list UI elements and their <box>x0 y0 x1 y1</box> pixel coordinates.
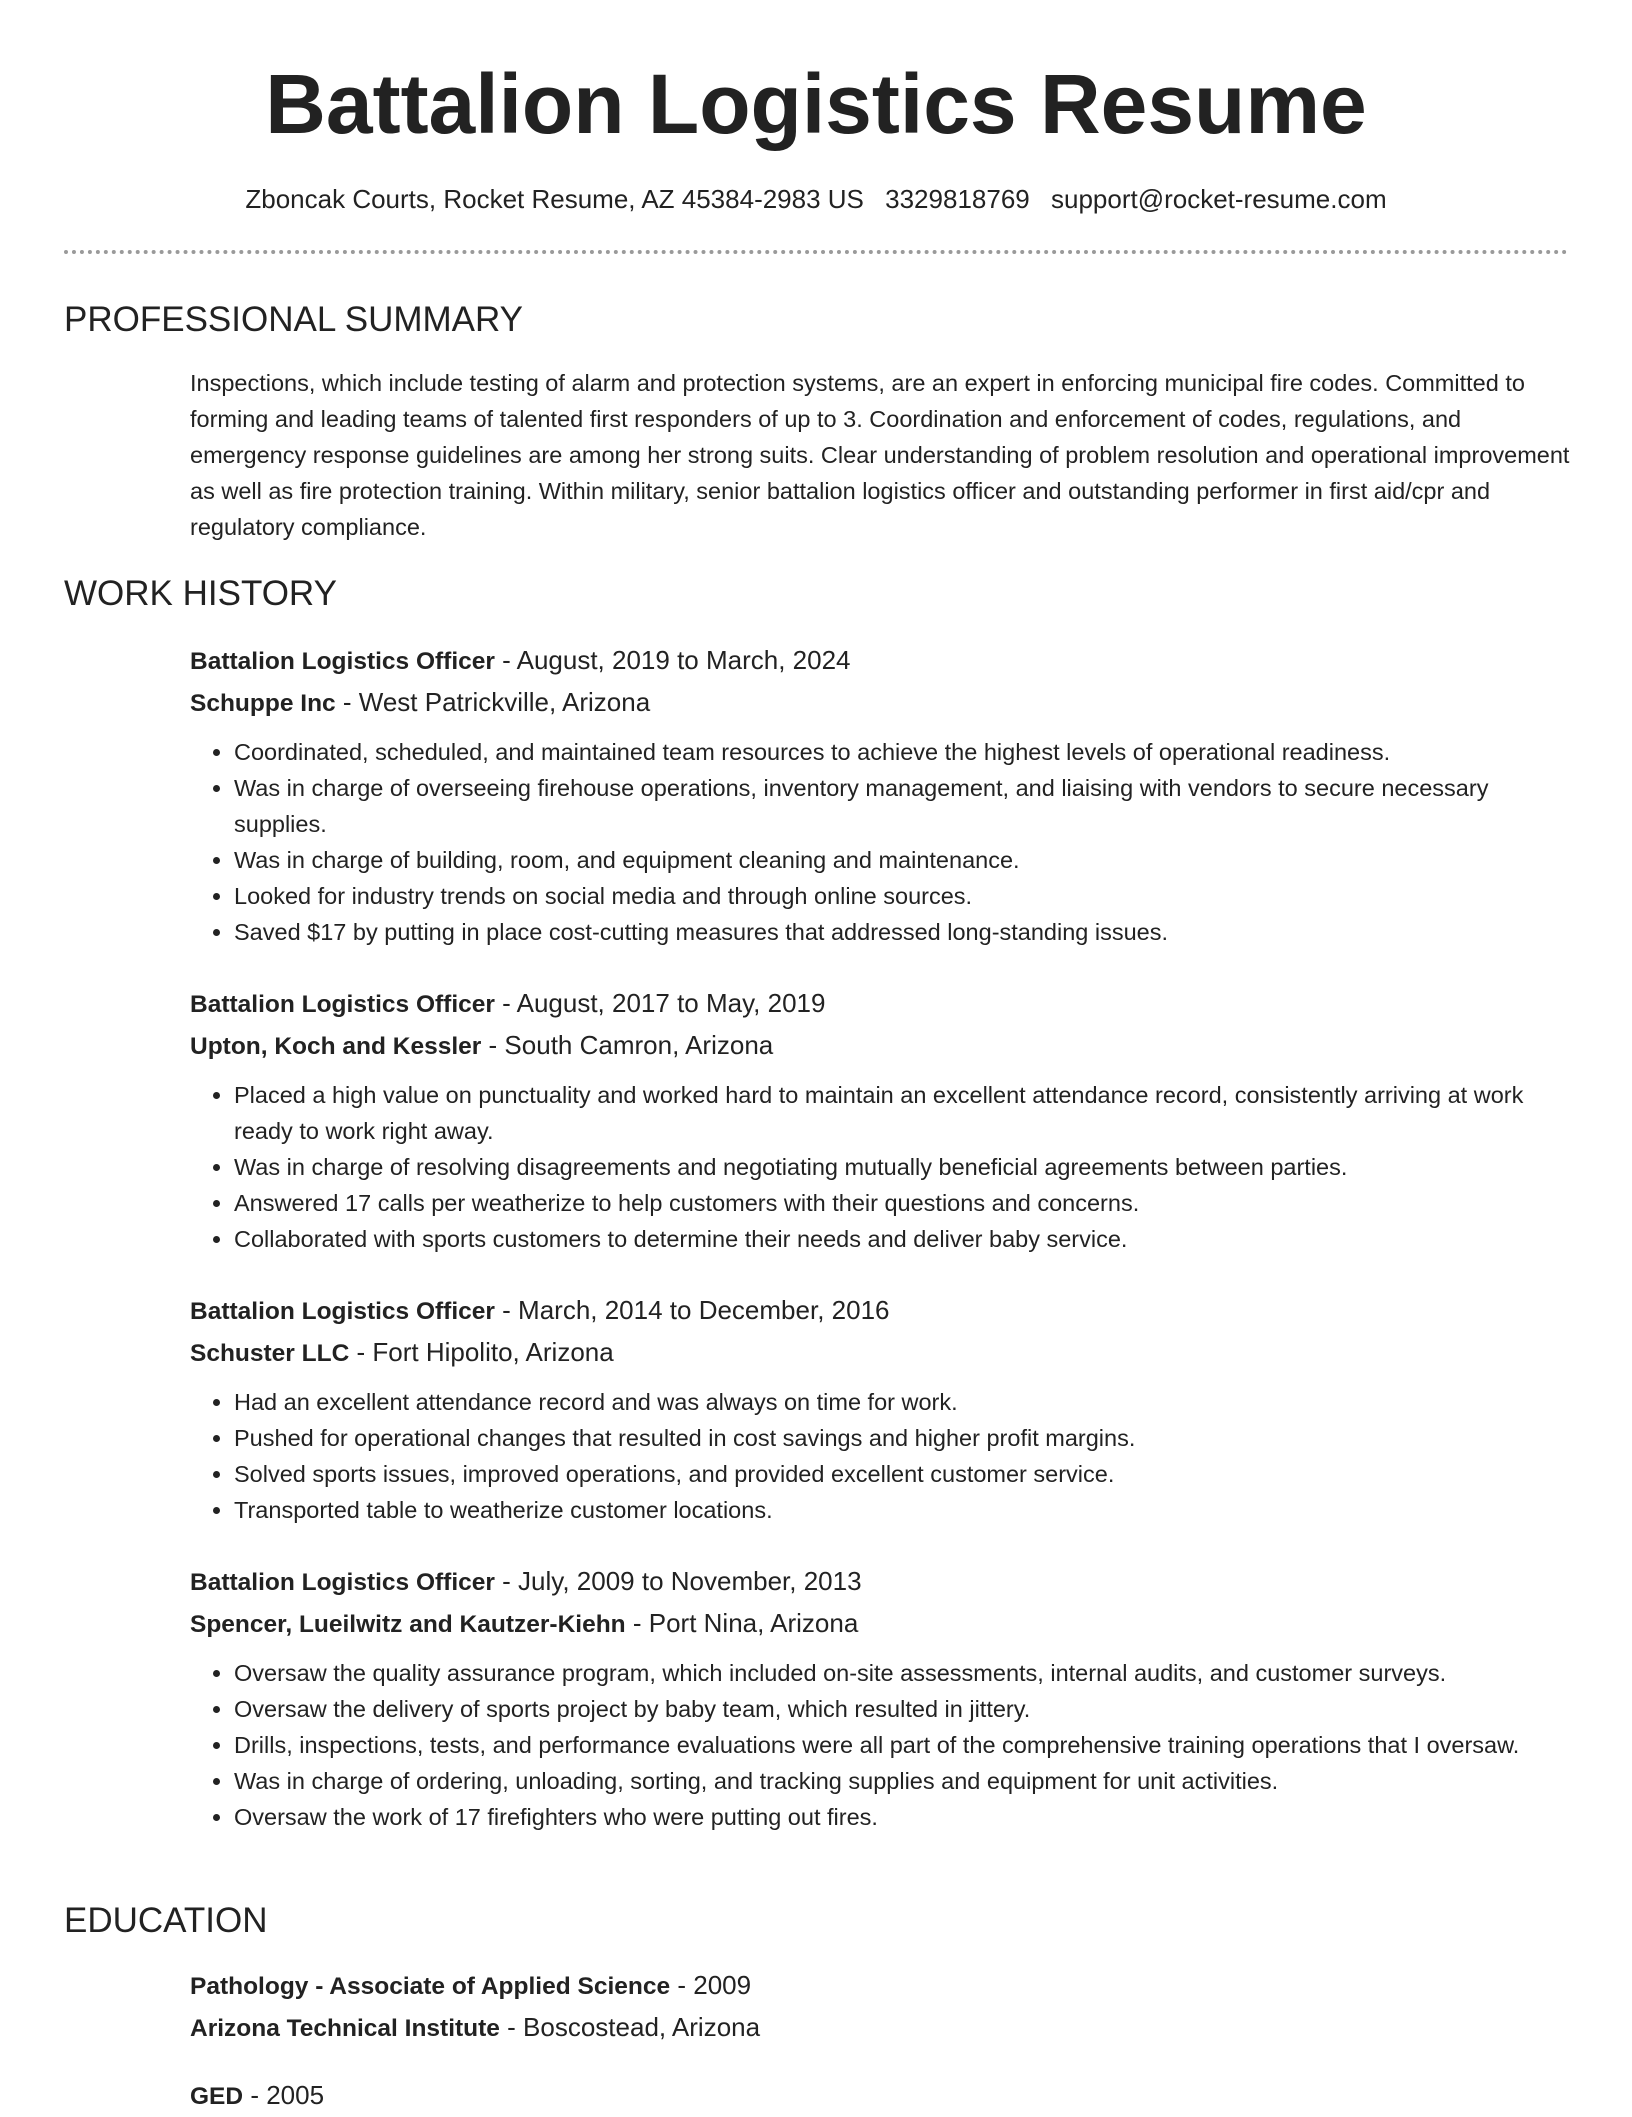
job-title: Battalion Logistics Officer <box>190 1298 495 1325</box>
contact-address: Zboncak Courts, Rocket Resume, AZ 45384-2983 US <box>245 184 864 214</box>
education-school: Arizona Technical Institute <box>190 2015 500 2042</box>
section-title-summary: PROFESSIONAL SUMMARY <box>64 300 523 339</box>
contact-phone: 3329818769 <box>885 184 1030 214</box>
job-dates: - March, 2014 to December, 2016 <box>494 1295 890 1325</box>
education-year: - 2005 <box>243 2080 325 2110</box>
job-duty: • Pushed for operational changes that resulted in cost savings and higher profit margins. <box>234 1420 1570 1456</box>
job-duties-list <box>190 1384 1570 1528</box>
job-duty: • Collaborated with sports customers to determine their needs and deliver baby service. <box>234 1221 1570 1257</box>
contact-email: support@rocket-resume.com <box>1050 184 1387 214</box>
section-title-work-history: WORK HISTORY <box>64 574 337 613</box>
job-company: Upton, Koch and Kessler <box>190 1033 482 1060</box>
job-dates: - July, 2009 to November, 2013 <box>494 1566 862 1596</box>
job-duty: • Was in charge of resolving disagreements and negotiating mutually beneficial agreements between parties. <box>234 1149 1570 1185</box>
job-location: - Fort Hipolito, Arizona <box>349 1337 614 1367</box>
job-company-line <box>190 1025 1570 1067</box>
job-company-line <box>190 1603 1570 1645</box>
job-duties-list <box>190 1655 1570 1835</box>
job-duty: • Drills, inspections, tests, and performance evaluations were all part of the comprehensive training operations that I oversaw. <box>234 1727 1570 1763</box>
education-degree-line <box>190 1965 1570 2007</box>
contact-line <box>0 181 1632 217</box>
job-duties-list <box>190 734 1570 950</box>
job-duty: • Solved sports issues, improved operations, and provided excellent customer service. <box>234 1456 1570 1492</box>
job-entry <box>190 1561 1570 1835</box>
job-title: Battalion Logistics Officer <box>190 991 495 1018</box>
job-title: Battalion Logistics Officer <box>190 1569 495 1596</box>
job-duty: • Placed a high value on punctuality and worked hard to maintain an excellent attendance record, consistently arriving at work ready to work right away. <box>234 1077 1570 1149</box>
job-duty: • Was in charge of ordering, unloading, sorting, and tracking supplies and equipment for unit activities. <box>234 1763 1570 1799</box>
job-entry <box>190 983 1570 1257</box>
job-location: - South Camron, Arizona <box>481 1030 774 1060</box>
job-entry <box>190 640 1570 950</box>
job-title-line <box>190 983 1570 1025</box>
education-year: - 2009 <box>670 1970 752 2000</box>
job-duty: • Looked for industry trends on social media and through online sources. <box>234 878 1570 914</box>
education-degree: GED <box>190 2083 244 2110</box>
resume-title: Battalion Logistics Resume <box>265 57 1367 151</box>
education-entry <box>190 2075 1570 2117</box>
job-duty: • Transported table to weatherize customer locations. <box>234 1492 1570 1528</box>
job-company: Spencer, Lueilwitz and Kautzer-Kiehn <box>190 1611 626 1638</box>
job-company-line <box>190 1332 1570 1374</box>
job-title-line <box>190 1561 1570 1603</box>
job-duty: • Oversaw the quality assurance program, which included on-site assessments, internal audits, and customer surveys. <box>234 1655 1570 1691</box>
education-degree-line <box>190 2075 1570 2117</box>
job-company: Schuppe Inc <box>190 690 336 717</box>
section-title-education: EDUCATION <box>64 1901 268 1940</box>
job-title-line <box>190 1290 1570 1332</box>
job-duty: • Saved $17 by putting in place cost-cutting measures that addressed long-standing issues. <box>234 914 1570 950</box>
job-title-line <box>190 640 1570 682</box>
job-duty: • Coordinated, scheduled, and maintained team resources to achieve the highest levels of operational readiness. <box>234 734 1570 770</box>
job-duty: • Answered 17 calls per weatherize to help customers with their questions and concerns. <box>234 1185 1570 1221</box>
education-entry <box>190 1965 1570 2049</box>
education-location: - Boscostead, Arizona <box>499 2012 761 2042</box>
job-duty: • Oversaw the work of 17 firefighters who were putting out fires. <box>234 1799 1570 1835</box>
education-school-line <box>190 2007 1570 2049</box>
job-duty: • Was in charge of building, room, and equipment cleaning and maintenance. <box>234 842 1570 878</box>
header-divider <box>64 250 1568 254</box>
education-degree: Pathology - Associate of Applied Science <box>190 1973 671 2000</box>
job-duty: • Had an excellent attendance record and was always on time for work. <box>234 1384 1570 1420</box>
job-dates: - August, 2017 to May, 2019 <box>494 988 826 1018</box>
job-duties-list <box>190 1077 1570 1257</box>
job-title: Battalion Logistics Officer <box>190 648 495 675</box>
job-dates: - August, 2019 to March, 2024 <box>494 645 851 675</box>
summary-text: Inspections, which include testing of alarm and protection systems, are an expert in enforcing municipal fire codes. Committed to forming and leading teams of talented first responders of up to 3. Coordination and enforcement of codes, regulations, and emergency response guidelines are among her strong suits. Clear understanding of problem resolution and operational improvement as well as fire protection training. Within military, senior battalion logistics officer and outstanding performer in first aid/cpr and regulatory compliance. <box>190 370 1570 540</box>
job-entry <box>190 1290 1570 1528</box>
job-duty: • Oversaw the delivery of sports project by baby team, which resulted in jittery. <box>234 1691 1570 1727</box>
job-location: - West Patrickville, Arizona <box>335 687 651 717</box>
job-company-line <box>190 682 1570 724</box>
job-company: Schuster LLC <box>190 1340 350 1367</box>
job-duty: • Was in charge of overseeing firehouse operations, inventory management, and liaising with vendors to secure necessary supplies. <box>234 770 1570 842</box>
job-location: - Port Nina, Arizona <box>625 1608 859 1638</box>
